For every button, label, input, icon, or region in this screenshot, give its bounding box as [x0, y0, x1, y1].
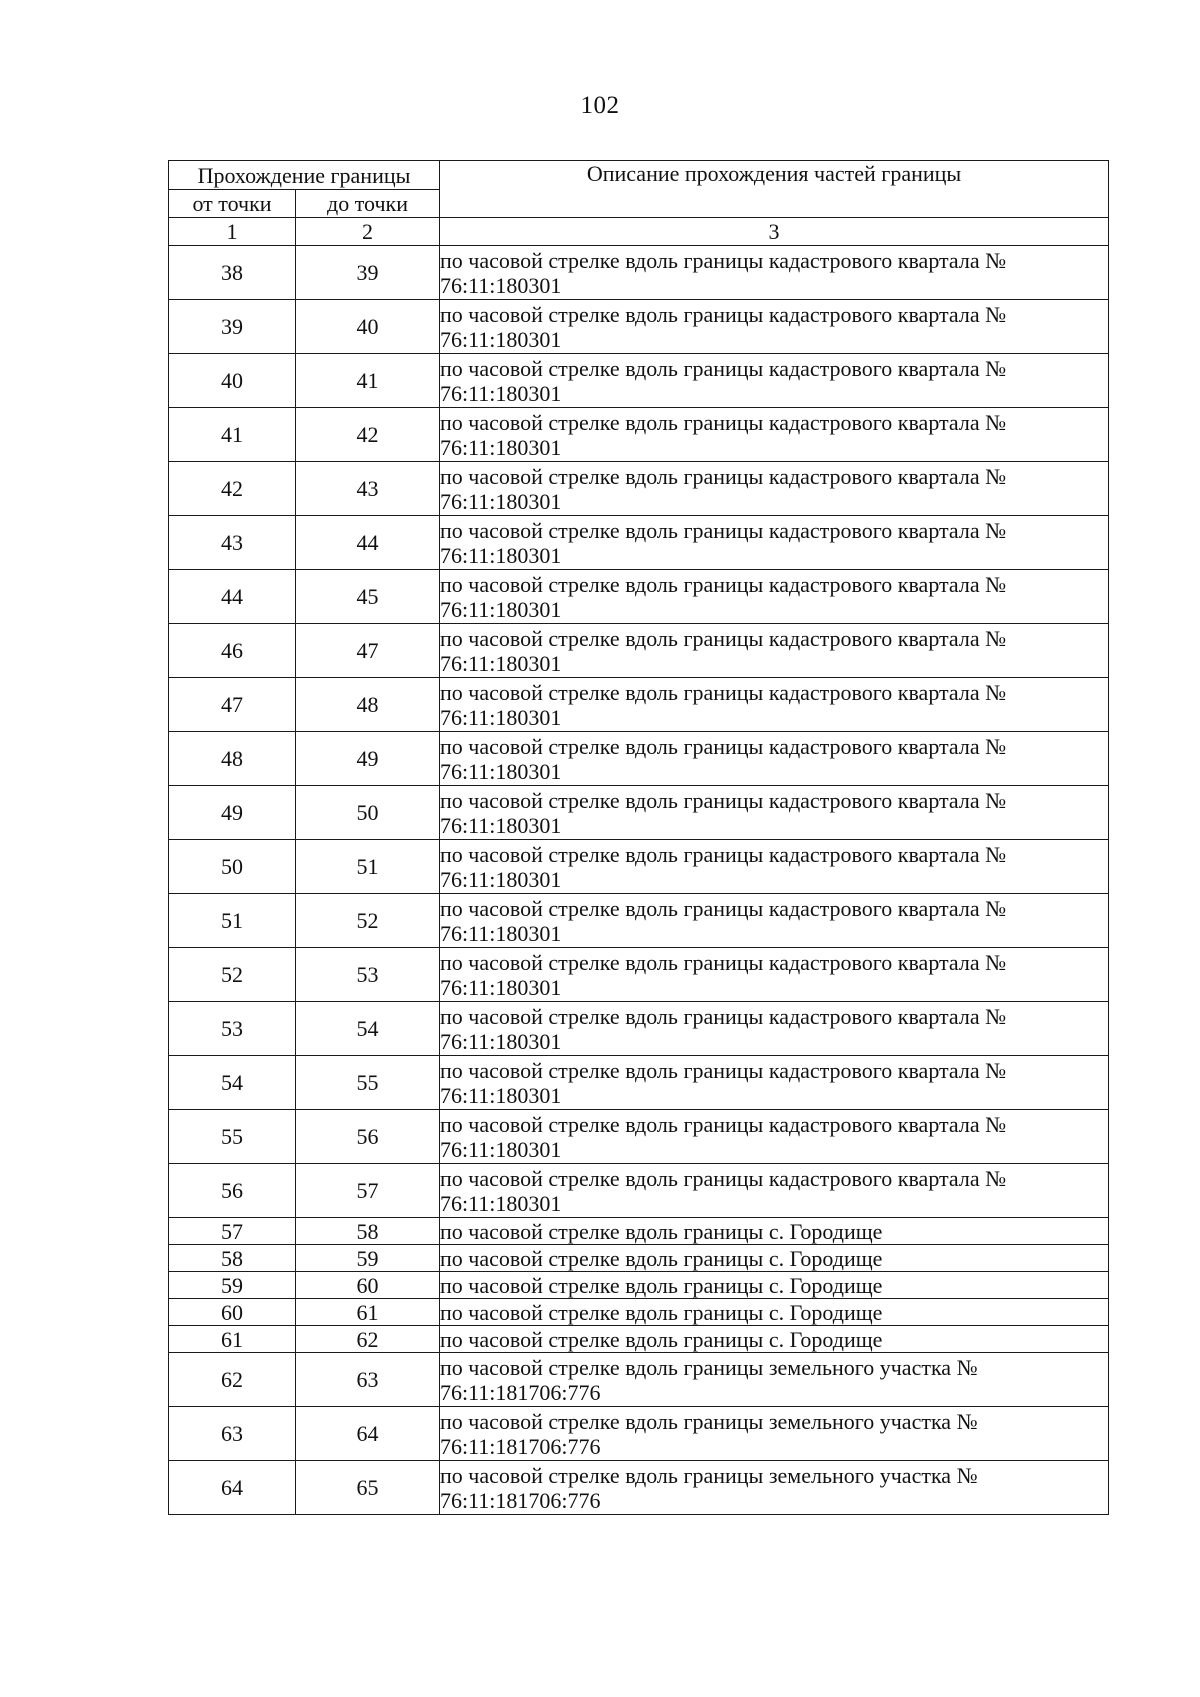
from-point-cell: 48: [169, 732, 296, 786]
from-point-cell: 43: [169, 516, 296, 570]
description-line: по часовой стрелке вдоль границы кадастрового квартала №: [440, 841, 1007, 867]
table-row: [169, 624, 1109, 678]
to-point-cell: 64: [296, 1407, 440, 1461]
description-cell: [440, 1353, 1109, 1407]
cadastral-number: 76:11:180301: [440, 488, 562, 514]
to-point-cell: 47: [296, 624, 440, 678]
description-cell: [440, 1461, 1109, 1515]
to-point-cell: 50: [296, 786, 440, 840]
from-point-cell: 60: [169, 1299, 296, 1326]
to-point-cell: 54: [296, 1002, 440, 1056]
from-point-cell: 40: [169, 354, 296, 408]
column-number-3: 3: [440, 218, 1109, 246]
table-row: [169, 1218, 1109, 1245]
to-point-cell: 48: [296, 678, 440, 732]
description-cell: [440, 732, 1109, 786]
description-line: по часовой стрелке вдоль границы кадастрового квартала №: [440, 355, 1007, 381]
description-cell: [440, 1326, 1109, 1353]
table-row: [169, 1245, 1109, 1272]
cadastral-number: 76:11:181706:776: [440, 1379, 601, 1405]
from-point-cell: 46: [169, 624, 296, 678]
description-cell: [440, 678, 1109, 732]
description-cell: [440, 354, 1109, 408]
header-from-point: от точки: [169, 190, 296, 218]
to-point-cell: 49: [296, 732, 440, 786]
to-point-cell: 40: [296, 300, 440, 354]
cadastral-number: 76:11:181706:776: [440, 1487, 601, 1513]
description-line: по часовой стрелке вдоль границы кадастрового квартала №: [440, 247, 1007, 273]
to-point-cell: 65: [296, 1461, 440, 1515]
table-row: [169, 1326, 1109, 1353]
table-row: [169, 1164, 1109, 1218]
header-to-point: до точки: [296, 190, 440, 218]
table-row: [169, 1407, 1109, 1461]
cadastral-number: 76:11:180301: [440, 974, 562, 1000]
description-cell: [440, 1056, 1109, 1110]
from-point-cell: 63: [169, 1407, 296, 1461]
cadastral-number: 76:11:180301: [440, 272, 562, 298]
description-line: по часовой стрелке вдоль границы земельного участка №: [440, 1462, 978, 1488]
to-point-cell: 60: [296, 1272, 440, 1299]
description-cell: [440, 1299, 1109, 1326]
description-line: по часовой стрелке вдоль границы кадастрового квартала №: [440, 679, 1007, 705]
to-point-cell: 62: [296, 1326, 440, 1353]
to-point-cell: 53: [296, 948, 440, 1002]
to-point-cell: 42: [296, 408, 440, 462]
from-point-cell: 42: [169, 462, 296, 516]
description-line: по часовой стрелке вдоль границы кадастрового квартала №: [440, 517, 1007, 543]
cadastral-number: 76:11:180301: [440, 704, 562, 730]
description-cell: [440, 1110, 1109, 1164]
table-row: [169, 1461, 1109, 1515]
description-line: по часовой стрелке вдоль границы кадастрового квартала №: [440, 1003, 1007, 1029]
description-cell: [440, 624, 1109, 678]
description-line: по часовой стрелке вдоль границы земельного участка №: [440, 1408, 978, 1434]
to-point-cell: 55: [296, 1056, 440, 1110]
table-row: [169, 948, 1109, 1002]
cadastral-number: 76:11:180301: [440, 434, 562, 460]
table-row: [169, 462, 1109, 516]
table-header: [169, 161, 1109, 246]
to-point-cell: 59: [296, 1245, 440, 1272]
cadastral-number: 76:11:180301: [440, 326, 562, 352]
table-row: [169, 408, 1109, 462]
cadastral-number: 76:11:180301: [440, 1136, 562, 1162]
description-cell: [440, 516, 1109, 570]
from-point-cell: 53: [169, 1002, 296, 1056]
table-row: [169, 1002, 1109, 1056]
description-line: по часовой стрелке вдоль границы кадастрового квартала №: [440, 1111, 1007, 1137]
from-point-cell: 41: [169, 408, 296, 462]
cadastral-number: 76:11:180301: [440, 1190, 562, 1216]
to-point-cell: 57: [296, 1164, 440, 1218]
description-line: по часовой стрелке вдоль границы с. Городище: [440, 1326, 883, 1352]
from-point-cell: 39: [169, 300, 296, 354]
cadastral-number: 76:11:180301: [440, 920, 562, 946]
description-line: по часовой стрелке вдоль границы кадастрового квартала №: [440, 733, 1007, 759]
description-line: по часовой стрелке вдоль границы кадастрового квартала №: [440, 463, 1007, 489]
cadastral-number: 76:11:180301: [440, 812, 562, 838]
from-point-cell: 50: [169, 840, 296, 894]
table-row: [169, 786, 1109, 840]
description-cell: [440, 1245, 1109, 1272]
cadastral-number: 76:11:180301: [440, 1028, 562, 1054]
table-row: [169, 300, 1109, 354]
from-point-cell: 62: [169, 1353, 296, 1407]
table-row: [169, 1272, 1109, 1299]
from-point-cell: 38: [169, 246, 296, 300]
to-point-cell: 41: [296, 354, 440, 408]
to-point-cell: 43: [296, 462, 440, 516]
table-row: [169, 894, 1109, 948]
from-point-cell: 47: [169, 678, 296, 732]
table-row: [169, 516, 1109, 570]
header-description: Описание прохождения частей границы: [440, 161, 1109, 218]
cadastral-number: 76:11:180301: [440, 542, 562, 568]
to-point-cell: 58: [296, 1218, 440, 1245]
description-line: по часовой стрелке вдоль границы с. Городище: [440, 1299, 883, 1325]
cadastral-number: 76:11:180301: [440, 380, 562, 406]
from-point-cell: 64: [169, 1461, 296, 1515]
table-row: [169, 1056, 1109, 1110]
header-boundary-passage: Прохождение границы: [169, 161, 440, 190]
to-point-cell: 51: [296, 840, 440, 894]
description-line: по часовой стрелке вдоль границы кадастрового квартала №: [440, 571, 1007, 597]
description-line: по часовой стрелке вдоль границы кадастрового квартала №: [440, 949, 1007, 975]
to-point-cell: 63: [296, 1353, 440, 1407]
description-cell: [440, 1272, 1109, 1299]
description-cell: [440, 1002, 1109, 1056]
cadastral-number: 76:11:180301: [440, 596, 562, 622]
description-line: по часовой стрелке вдоль границы кадастрового квартала №: [440, 625, 1007, 651]
from-point-cell: 52: [169, 948, 296, 1002]
description-cell: [440, 1218, 1109, 1245]
table-row: [169, 354, 1109, 408]
description-cell: [440, 1164, 1109, 1218]
cadastral-number: 76:11:180301: [440, 866, 562, 892]
table-row: [169, 246, 1109, 300]
page-number: 102: [580, 92, 620, 119]
to-point-cell: 45: [296, 570, 440, 624]
description-cell: [440, 300, 1109, 354]
to-point-cell: 56: [296, 1110, 440, 1164]
cadastral-number: 76:11:180301: [440, 1082, 562, 1108]
table-row: [169, 732, 1109, 786]
table-row: [169, 1299, 1109, 1326]
description-line: по часовой стрелке вдоль границы кадастрового квартала №: [440, 301, 1007, 327]
description-line: по часовой стрелке вдоль границы с. Городище: [440, 1218, 883, 1244]
description-line: по часовой стрелке вдоль границы с. Городище: [440, 1245, 883, 1271]
to-point-cell: 39: [296, 246, 440, 300]
table-row: [169, 840, 1109, 894]
description-cell: [440, 894, 1109, 948]
description-line: по часовой стрелке вдоль границы кадастрового квартала №: [440, 1057, 1007, 1083]
description-line: по часовой стрелке вдоль границы с. Городище: [440, 1272, 883, 1298]
description-cell: [440, 1407, 1109, 1461]
description-line: по часовой стрелке вдоль границы кадастрового квартала №: [440, 409, 1007, 435]
table-row: [169, 1110, 1109, 1164]
from-point-cell: 61: [169, 1326, 296, 1353]
column-number-1: 1: [169, 218, 296, 246]
table-row: [169, 678, 1109, 732]
column-number-2: 2: [296, 218, 440, 246]
description-cell: [440, 948, 1109, 1002]
from-point-cell: 55: [169, 1110, 296, 1164]
description-cell: [440, 840, 1109, 894]
description-cell: [440, 570, 1109, 624]
cadastral-number: 76:11:181706:776: [440, 1433, 601, 1459]
from-point-cell: 44: [169, 570, 296, 624]
table-row: [169, 1353, 1109, 1407]
description-line: по часовой стрелке вдоль границы земельного участка №: [440, 1354, 978, 1380]
description-line: по часовой стрелке вдоль границы кадастрового квартала №: [440, 895, 1007, 921]
description-cell: [440, 462, 1109, 516]
from-point-cell: 51: [169, 894, 296, 948]
description-cell: [440, 408, 1109, 462]
from-point-cell: 57: [169, 1218, 296, 1245]
description-cell: [440, 786, 1109, 840]
from-point-cell: 58: [169, 1245, 296, 1272]
from-point-cell: 49: [169, 786, 296, 840]
description-line: по часовой стрелке вдоль границы кадастрового квартала №: [440, 787, 1007, 813]
from-point-cell: 54: [169, 1056, 296, 1110]
description-cell: [440, 246, 1109, 300]
table-row: [169, 570, 1109, 624]
to-point-cell: 44: [296, 516, 440, 570]
description-line: по часовой стрелке вдоль границы кадастрового квартала №: [440, 1165, 1007, 1191]
to-point-cell: 61: [296, 1299, 440, 1326]
from-point-cell: 59: [169, 1272, 296, 1299]
cadastral-number: 76:11:180301: [440, 758, 562, 784]
table-body: [169, 246, 1109, 1515]
from-point-cell: 56: [169, 1164, 296, 1218]
boundary-description-table: [168, 160, 1109, 1515]
cadastral-number: 76:11:180301: [440, 650, 562, 676]
to-point-cell: 52: [296, 894, 440, 948]
